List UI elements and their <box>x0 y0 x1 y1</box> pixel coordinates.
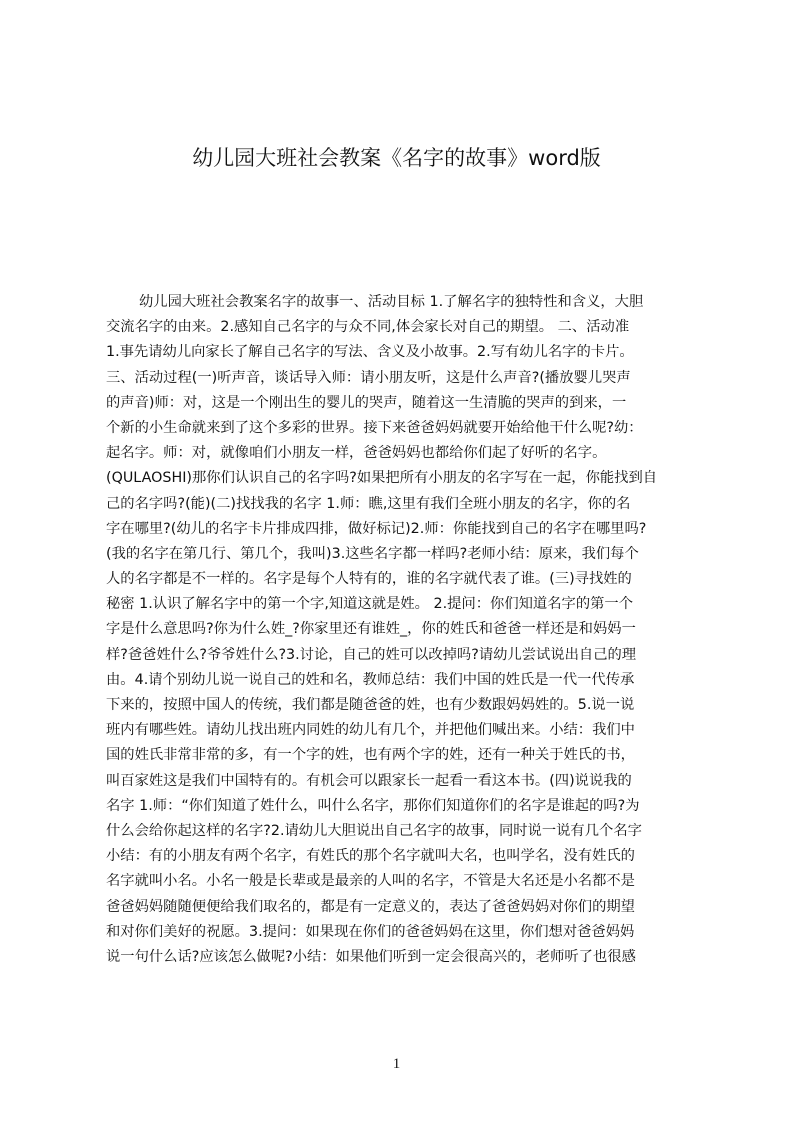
body-line: 交流名字的由来。2.感知自己名字的与众不同,体会家长对自己的期望。 二、活动准 <box>106 319 630 336</box>
body-line: 1.事先请幼儿向家长了解自己名字的写法、含义及小故事。2.写有幼儿名字的卡片。 <box>106 344 634 361</box>
body-line: 样?爸爸姓什么?爷爷姓什么?3.讨论，自己的姓可以改掉吗?请幼儿尝试说出自己的理 <box>106 646 637 663</box>
body-line: (我的名字在第几行、第几个，我叫)3.这些名字都一样吗?老师小结：原来，我们每个 <box>106 545 639 562</box>
document-title: 幼儿园大班社会教案《名字的故事》word版 <box>192 146 601 170</box>
body-line: 己的名字吗?(能)(二)找找我的名字 1.师：瞧,这里有我们全班小朋友的名字，你的名 <box>106 495 631 512</box>
body-line: 名字 1.师：“你们知道了姓什么，叫什么名字，那你们知道你们的名字是谁起的吗?为 <box>106 797 640 814</box>
body-line: 爸爸妈妈随随便便给我们取名的，都是有一定意义的，表达了爸爸妈妈对你们的期望 <box>106 898 635 915</box>
body-line: 由。4.请个别幼儿说一说自己的姓和名，教师总结：我们中国的姓氏是一代一代传承 <box>106 671 635 688</box>
body-line: (QULAOSHI)那你们认识自己的名字吗?如果把所有小朋友的名字写在一起，你能找到自 <box>106 470 658 487</box>
body-line: 三、活动过程(一)听声音，谈话导入师：请小朋友听，这是什么声音?(播放婴儿哭声 <box>106 369 631 386</box>
body-line: 起名字。师：对，就像咱们小朋友一样，爸爸妈妈也都给你们起了好听的名字。 <box>106 445 607 462</box>
body-line: 秘密 1.认识了解名字中的第一个字,知道这就是姓。 2.提问：你们知道名字的第一个 <box>106 596 634 613</box>
body-line: 下来的，按照中国人的传统，我们都是随爸爸的姓，也有少数跟妈妈姓的。5.说一说 <box>106 697 635 713</box>
body-line: 国的姓氏非常非常的多，有一个字的姓，也有两个字的姓，还有一种关于姓氏的书， <box>106 747 635 764</box>
body-line: 和对你们美好的祝愿。3.提问：如果现在你们的爸爸妈妈在这里，你们想对爸爸妈妈 <box>106 923 635 940</box>
page-number: 1 <box>392 1056 401 1072</box>
body-line: 字在哪里?(幼儿的名字卡片排成四排，做好标记)2.师：你能找到自己的名字在哪里吗? <box>106 520 647 537</box>
body-line: 幼儿园大班社会教案名字的故事一、活动目标 1.了解名字的独特性和含义，大胆 <box>139 294 644 310</box>
body-line: 个新的小生命就来到了这个多彩的世界。接下来爸爸妈妈就要开始给他干什么呢?幼： <box>106 419 643 436</box>
body-line: 叫百家姓这是我们中国特有的。有机会可以跟家长一起看一看这本书。(四)说说我的 <box>106 772 632 789</box>
body-line: 名字就叫小名。小名一般是长辈或是最亲的人叫的名字，不管是大名还是小名都不是 <box>106 873 635 890</box>
body-line: 说一句什么话?应该怎么做呢?小结：如果他们听到一定会很高兴的，老师听了也很感 <box>106 948 636 965</box>
document-body <box>106 290 702 970</box>
body-line: 什么会给你起这样的名字?2.请幼儿大胆说出自己名字的故事，同时说一说有几个名字 <box>106 822 642 839</box>
body-line: 班内有哪些姓。请幼儿找出班内同姓的幼儿有几个，并把他们喊出来。小结：我们中 <box>106 722 635 739</box>
body-line: 字是什么意思吗?你为什么姓_?你家里还有谁姓_，你的姓氏和爸爸一样还是和妈妈一 <box>106 621 636 638</box>
body-line: 人的名字都是不一样的。名字是每个人特有的，谁的名字就代表了谁。(三)寻找姓的 <box>106 571 632 588</box>
body-line: 小结：有的小朋友有两个名字，有姓氏的那个名字就叫大名，也叫学名，没有姓氏的 <box>106 848 635 865</box>
body-line: 的声音)师：对，这是一个刚出生的婴儿的哭声，随着这一生清脆的哭声的到来，一 <box>106 394 627 411</box>
